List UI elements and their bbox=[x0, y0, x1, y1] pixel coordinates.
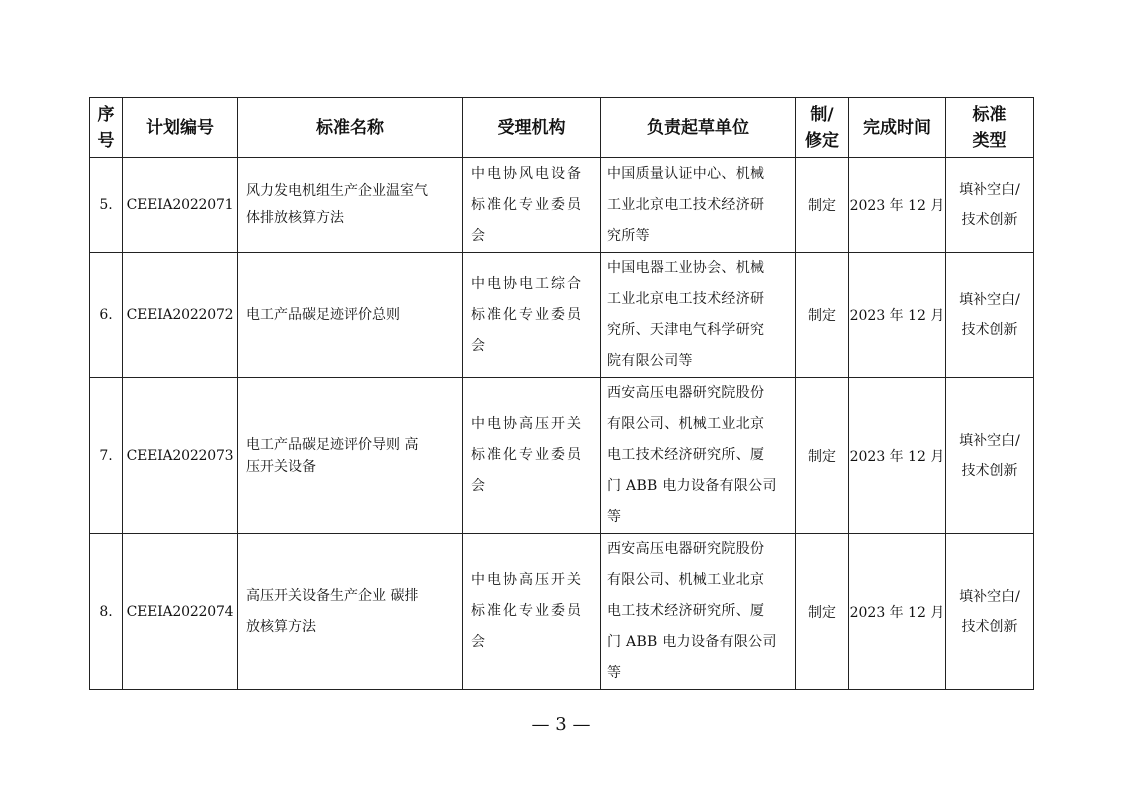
header-accepting-org: 受理机构 bbox=[463, 98, 601, 158]
header-seq: 序 号 bbox=[90, 98, 123, 158]
standard-name-cell: 高压开关设备生产企业 碳排 放核算方法 bbox=[238, 534, 463, 690]
plan-code-cell: CEEIA2022072 bbox=[123, 253, 238, 378]
standard-kind-cell: 填补空白/ 技术创新 bbox=[946, 253, 1034, 378]
seq-cell: 6. bbox=[90, 253, 123, 378]
drafting-unit-cell: 中国质量认证中心、机械 工业北京电工技术经济研 究所等 bbox=[601, 158, 796, 253]
table-row bbox=[90, 253, 1034, 378]
standard-kind-cell: 填补空白/ 技术创新 bbox=[946, 158, 1034, 253]
accepting-org-cell: 中电协电工综合 标准化专业委员 会 bbox=[463, 253, 601, 378]
revision-type-cell: 制定 bbox=[796, 378, 849, 534]
header-plan-code: 计划编号 bbox=[123, 98, 238, 158]
accepting-org-cell: 中电协高压开关 标准化专业委员 会 bbox=[463, 378, 601, 534]
plan-code-cell: CEEIA2022074 bbox=[123, 534, 238, 690]
header-revision-type: 制/ 修定 bbox=[796, 98, 849, 158]
revision-type-cell: 制定 bbox=[796, 253, 849, 378]
standards-table bbox=[89, 97, 1034, 690]
completion-time-cell: 2023 年 12 月 bbox=[849, 378, 946, 534]
seq-cell: 5. bbox=[90, 158, 123, 253]
table-row bbox=[90, 534, 1034, 690]
header-standard-name: 标准名称 bbox=[238, 98, 463, 158]
standard-kind-cell: 填补空白/ 技术创新 bbox=[946, 534, 1034, 690]
completion-time-cell: 2023 年 12 月 bbox=[849, 534, 946, 690]
header-row bbox=[90, 98, 1034, 158]
standard-name-cell: 风力发电机组生产企业温室气 体排放核算方法 bbox=[238, 158, 463, 253]
drafting-unit-cell: 中国电器工业协会、机械 工业北京电工技术经济研 究所、天津电气科学研究 院有限公司等 bbox=[601, 253, 796, 378]
plan-code-cell: CEEIA2022071 bbox=[123, 158, 238, 253]
page-number: — 3 — bbox=[531, 714, 591, 735]
completion-time-cell: 2023 年 12 月 bbox=[849, 253, 946, 378]
drafting-unit-cell: 西安高压电器研究院股份 有限公司、机械工业北京 电工技术经济研究所、厦 门 ABB 电力设备有限公司 等 bbox=[601, 378, 796, 534]
plan-code-cell: CEEIA2022073 bbox=[123, 378, 238, 534]
table-row bbox=[90, 158, 1034, 253]
revision-type-cell: 制定 bbox=[796, 534, 849, 690]
header-standard-kind: 标准 类型 bbox=[946, 98, 1034, 158]
standard-name-cell: 电工产品碳足迹评价总则 bbox=[238, 253, 463, 378]
accepting-org-cell: 中电协风电设备 标准化专业委员 会 bbox=[463, 158, 601, 253]
seq-cell: 7. bbox=[90, 378, 123, 534]
standard-name-cell: 电工产品碳足迹评价导则 高 压开关设备 bbox=[238, 378, 463, 534]
header-completion-time: 完成时间 bbox=[849, 98, 946, 158]
drafting-unit-cell: 西安高压电器研究院股份 有限公司、机械工业北京 电工技术经济研究所、厦 门 ABB 电力设备有限公司 等 bbox=[601, 534, 796, 690]
seq-cell: 8. bbox=[90, 534, 123, 690]
revision-type-cell: 制定 bbox=[796, 158, 849, 253]
header-drafting-unit: 负责起草单位 bbox=[601, 98, 796, 158]
table-row bbox=[90, 378, 1034, 534]
standard-kind-cell: 填补空白/ 技术创新 bbox=[946, 378, 1034, 534]
completion-time-cell: 2023 年 12 月 bbox=[849, 158, 946, 253]
accepting-org-cell: 中电协高压开关 标准化专业委员 会 bbox=[463, 534, 601, 690]
